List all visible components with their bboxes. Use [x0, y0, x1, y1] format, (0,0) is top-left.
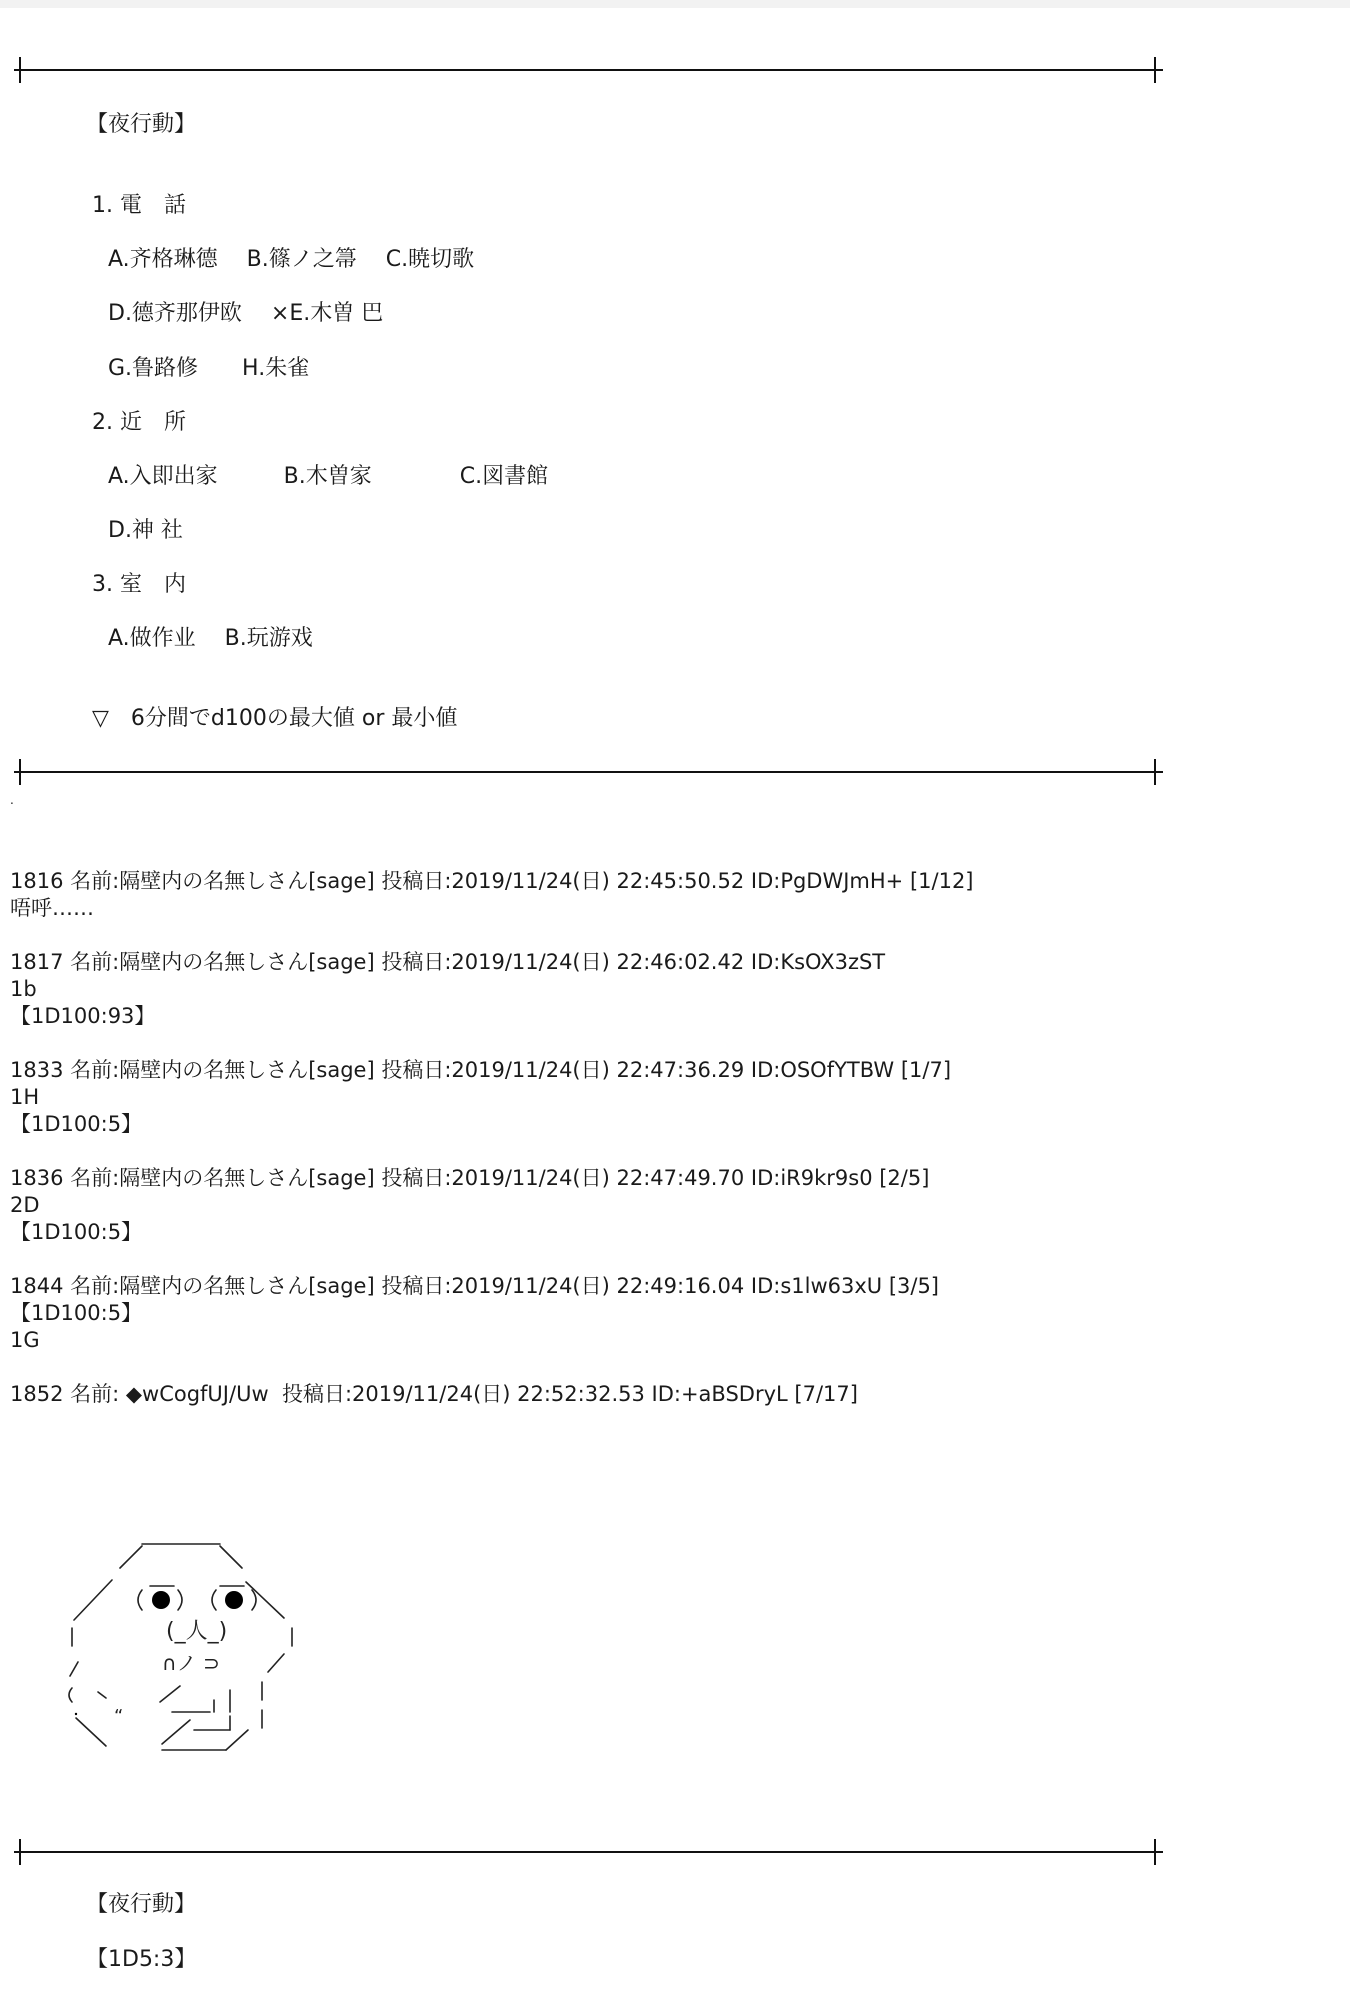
stray-dot: .	[10, 793, 14, 807]
post-body-line: 【1D100:5】	[10, 1220, 143, 1244]
section-divider	[14, 57, 1163, 83]
post-header: 1833 名前:隔壁内の名無しさん[sage] 投稿日:2019/11/24(日) 22:47:36.29 ID:OSOfYTBW [1/7]	[10, 1058, 952, 1082]
post-body-line: 2D	[10, 1193, 40, 1217]
post-body-line: 1G	[10, 1328, 40, 1352]
post-1852	[10, 1381, 858, 1408]
post-1833	[10, 1057, 951, 1138]
post-1844	[10, 1273, 939, 1354]
post-1836	[10, 1165, 929, 1246]
section-divider	[14, 1839, 1163, 1865]
section-divider	[14, 759, 1163, 785]
post-body-line: 1b	[10, 977, 37, 1001]
post-header: 1816 名前:隔壁内の名無しさん[sage] 投稿日:2019/11/24(日) 22:45:50.52 ID:PgDWJmH+ [1/12]	[10, 869, 974, 893]
post-body-line: 【1D100:5】	[10, 1112, 143, 1136]
group-heading-phone: 1. 電 話	[92, 193, 186, 218]
post-body-line: 【1D100:5】	[10, 1301, 143, 1325]
option-row: A.入即出家 B.木曽家 C.図書館	[108, 464, 549, 489]
roll-result: 【1D5:3】	[86, 1947, 197, 1972]
option-row: D.神 社	[108, 518, 183, 543]
section-title: 【夜行動】	[86, 112, 197, 137]
post-body-line: 唔呼……	[10, 896, 94, 920]
option-row: G.鲁路修 H.朱雀	[108, 356, 310, 381]
post-header: 1817 名前:隔壁内の名無しさん[sage] 投稿日:2019/11/24(日) 22:46:02.42 ID:KsOX3zST	[10, 950, 886, 974]
post-1816	[10, 868, 974, 922]
aa-mouth: ∩ノ ⊃	[162, 1651, 220, 1675]
option-row: D.德齐那伊欧 ×E.木曽 巴	[108, 301, 384, 326]
post-header: 1852 名前: ◆wCogfUJ/Uw 投稿日:2019/11/24(日) 22:52:32.53 ID:+aBSDryL [7/17]	[10, 1382, 858, 1406]
group-heading-indoor: 3. 室 内	[92, 572, 186, 597]
section-title: 【夜行動】	[86, 1892, 197, 1917]
post-body-line: 【1D100:93】	[10, 1004, 156, 1028]
option-row: A.齐格琳德 B.篠ノ之箒 C.暁切歌	[108, 247, 475, 272]
post-1817	[10, 949, 885, 1030]
post-header: 1836 名前:隔壁内の名無しさん[sage] 投稿日:2019/11/24(日) 22:47:49.70 ID:iR9kr9s0 [2/5]	[10, 1166, 930, 1190]
top-strip	[0, 0, 1350, 8]
roll-note: ▽ 6分間でd100の最大値 or 最小値	[92, 706, 458, 731]
aa-nose: (_人_)	[166, 1619, 228, 1644]
option-row: A.做作业 B.玩游戏	[108, 626, 313, 651]
post-body-line: 1H	[10, 1085, 40, 1109]
aa-quote: “	[114, 1706, 124, 1727]
group-heading-nearby: 2. 近 所	[92, 410, 186, 435]
post-header: 1844 名前:隔壁内の名無しさん[sage] 投稿日:2019/11/24(日) 22:49:16.04 ID:s1lw63xU [3/5]	[10, 1274, 940, 1298]
ascii-art-face	[62, 1532, 302, 1762]
